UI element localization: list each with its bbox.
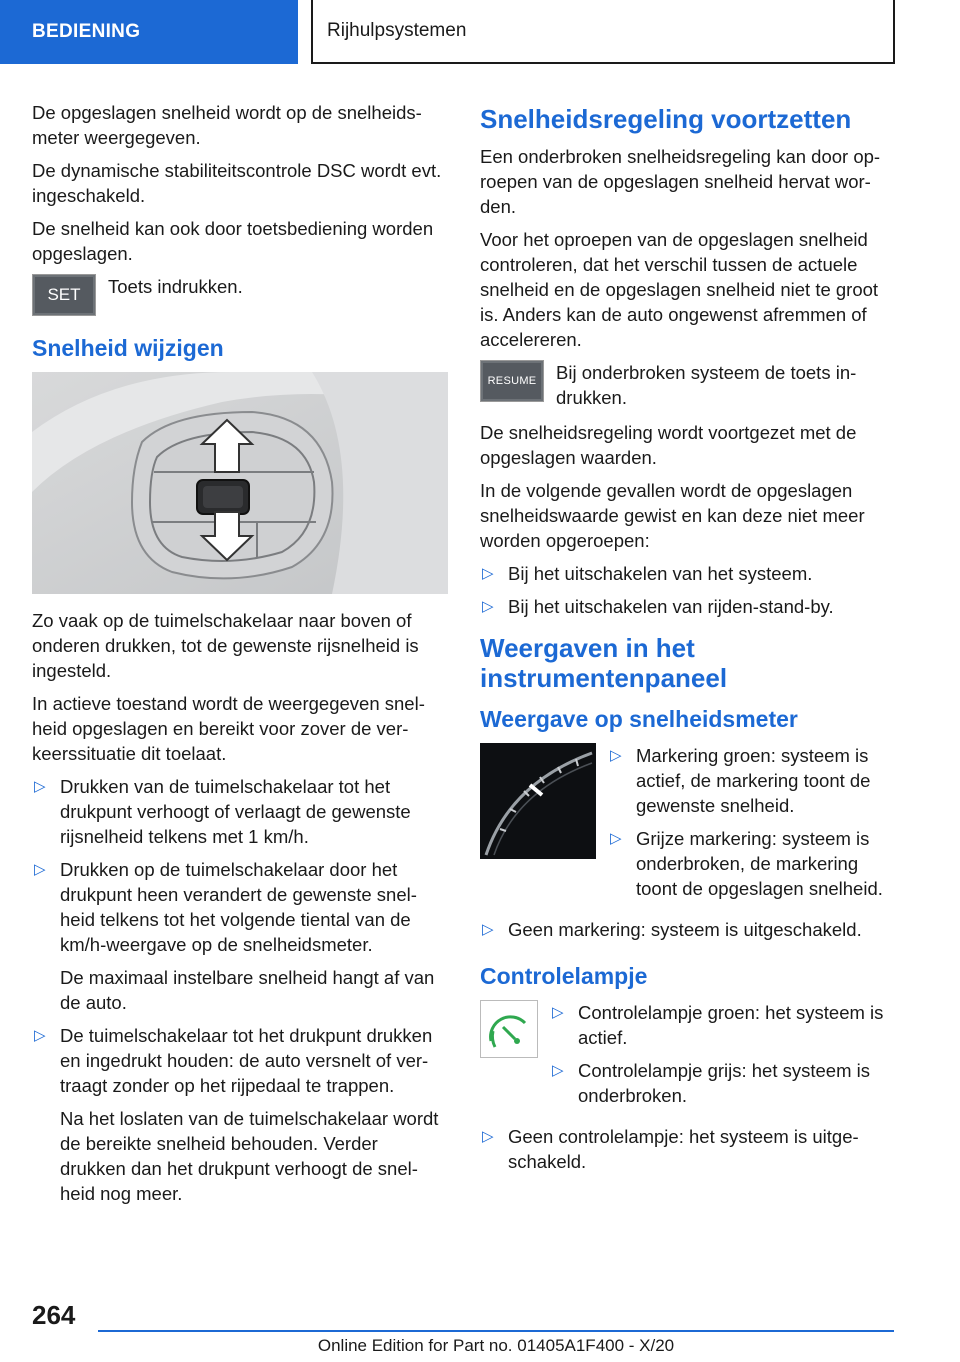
list-item-note: De maximaal instelbare snelheid hangt af van de auto. [60,967,435,1013]
list-item-text: Bij het uitschakelen van het systeem. [508,563,813,584]
list-item [480,561,896,586]
list-item-text: Drukken van de tuimelschakelaar tot het drukpunt verhoogt of verlaagt de gewenste rijsnelheid telkens met 1 km/h. [60,776,411,847]
resume-button-icon: RESUME [480,360,544,402]
list-item-text: De tuimelschakelaar tot het drukpunt drukken en ingedrukt houden: de auto versnelt of ver-traagt zonder op het rijpedaal te trappen. [60,1025,433,1096]
steering-wheel-rocker-image [32,372,448,594]
indicator-lamp-section [480,1000,896,1124]
paragraph: Zo vaak op de tuimelschakelaar naar boven of onderen drukken, tot de gewenste rijsnelheid is ingesteld. [32,610,419,681]
bullet-triangle-icon: ▷ [482,598,494,615]
list-item-text: Geen markering: systeem is uitgeschakeld. [508,919,862,940]
list-item [608,826,896,901]
speedometer-section [480,743,896,917]
heading-speed-change: Snelheid wijzigen [32,335,224,361]
section-tab [0,0,298,64]
heading-indicator-lamp: Controlelampje [480,963,648,989]
paragraph: De opgeslagen snelheid wordt op de snelheids-meter weergegeven. [32,102,422,148]
edition-footer: Online Edition for Part no. 01405A1F400 - X/20 [317,1336,675,1355]
list-item [550,1058,896,1108]
footer-divider [98,1330,894,1332]
list-item-text: Geen controlelampje: het systeem is uitge-schakeld. [508,1126,859,1172]
heading-speedometer-display: Weergave op snelheidsmeter [480,706,798,732]
speed-change-list [32,774,448,1206]
speedometer-marking-image [480,743,596,859]
list-item-note: Na het loslaten van de tuimelschakelaar wordt de bereikte snelheid behouden. Verder drukken dan het drukpunt verhoogt de snel-heid nog meer. [60,1108,439,1204]
paragraph: De snelheid kan ook door toetsbediening worden opgeslagen. [32,218,434,264]
set-instruction-text: Toets indrukken. [108,276,243,297]
paragraph: De dynamische stabiliteitscontrole DSC wordt evt. ingeschakeld. [32,160,442,206]
list-item [480,917,896,942]
list-item-text: Grijze markering: systeem is onderbroken, de markering toont de opgeslagen snelheid. [636,828,883,899]
bullet-triangle-icon: ▷ [610,747,622,764]
speedometer-list-after [480,917,896,942]
right-column [480,100,896,1182]
heading-instrument-displays: Weergaven in het instrumentenpaneel [480,633,728,693]
set-button-icon: SET [32,274,96,316]
resume-instruction [480,360,896,410]
bullet-triangle-icon: ▷ [482,921,494,938]
list-item-text: Controlelampje grijs: het systeem is onderbroken. [578,1060,870,1106]
paragraph: De snelheidsregeling wordt voortgezet met de opgeslagen waarden. [480,422,857,468]
resume-instruction-text: Bij onderbroken systeem de toets in-drukken. [556,362,857,408]
page-number: 264 [32,1300,76,1330]
paragraph: Voor het oproepen van de opgeslagen snelheid controleren, dat het verschil tussen de actuele snelheid en de opgeslagen snelheid niet te groot is. Anders kan de auto ongewenst afremmen of accelereren. [480,229,879,350]
bullet-triangle-icon: ▷ [482,565,494,582]
chapter-title: Rijhulpsystemen [327,20,467,41]
cleared-cases-list [480,561,896,619]
list-item-text: Controlelampje groen: het systeem is actief. [578,1002,884,1048]
set-instruction [32,274,448,316]
paragraph: In de volgende gevallen wordt de opgeslagen snelheidswaarde gewist en kan deze niet meer worden opgeroepen: [480,480,865,551]
bullet-triangle-icon: ▷ [482,1128,494,1145]
cruise-control-lamp-icon [480,1000,538,1058]
bullet-triangle-icon: ▷ [552,1004,564,1021]
list-item [32,857,448,1015]
bullet-triangle-icon: ▷ [34,861,46,878]
bullet-triangle-icon: ▷ [552,1062,564,1079]
bullet-triangle-icon: ▷ [610,830,622,847]
list-item [32,774,448,849]
paragraph: In actieve toestand wordt de weergegeven snel-heid opgeslagen en bereikt voor zover de ver-keerssituatie dit toelaat. [32,693,425,764]
bullet-triangle-icon: ▷ [34,778,46,795]
list-item-text: Drukken op de tuimelschakelaar door het drukpunt heen verandert de gewenste snel-heid telkens tot het volgende tiental van de km/h-weergave op de snelheidsmeter. [60,859,417,955]
section-title: BEDIENING [32,21,141,42]
list-item-text: Markering groen: systeem is actief, de markering toont de gewenste snelheid. [636,745,871,816]
chapter-tab [311,0,895,64]
list-item [480,1124,896,1174]
list-item [32,1023,448,1206]
list-item [550,1000,896,1050]
lamp-list-after [480,1124,896,1174]
paragraph: Een onderbroken snelheidsregeling kan door op-roepen van de opgeslagen snelheid hervat wor-den. [480,146,881,217]
speedometer-list [608,743,896,909]
list-item [480,594,896,619]
list-item-text: Bij het uitschakelen van rijden-stand-by. [508,596,834,617]
bullet-triangle-icon: ▷ [34,1027,46,1044]
left-column [32,100,448,1214]
heading-resume-control: Snelheidsregeling voortzetten [480,104,852,134]
list-item [608,743,896,818]
lamp-list [550,1000,896,1116]
